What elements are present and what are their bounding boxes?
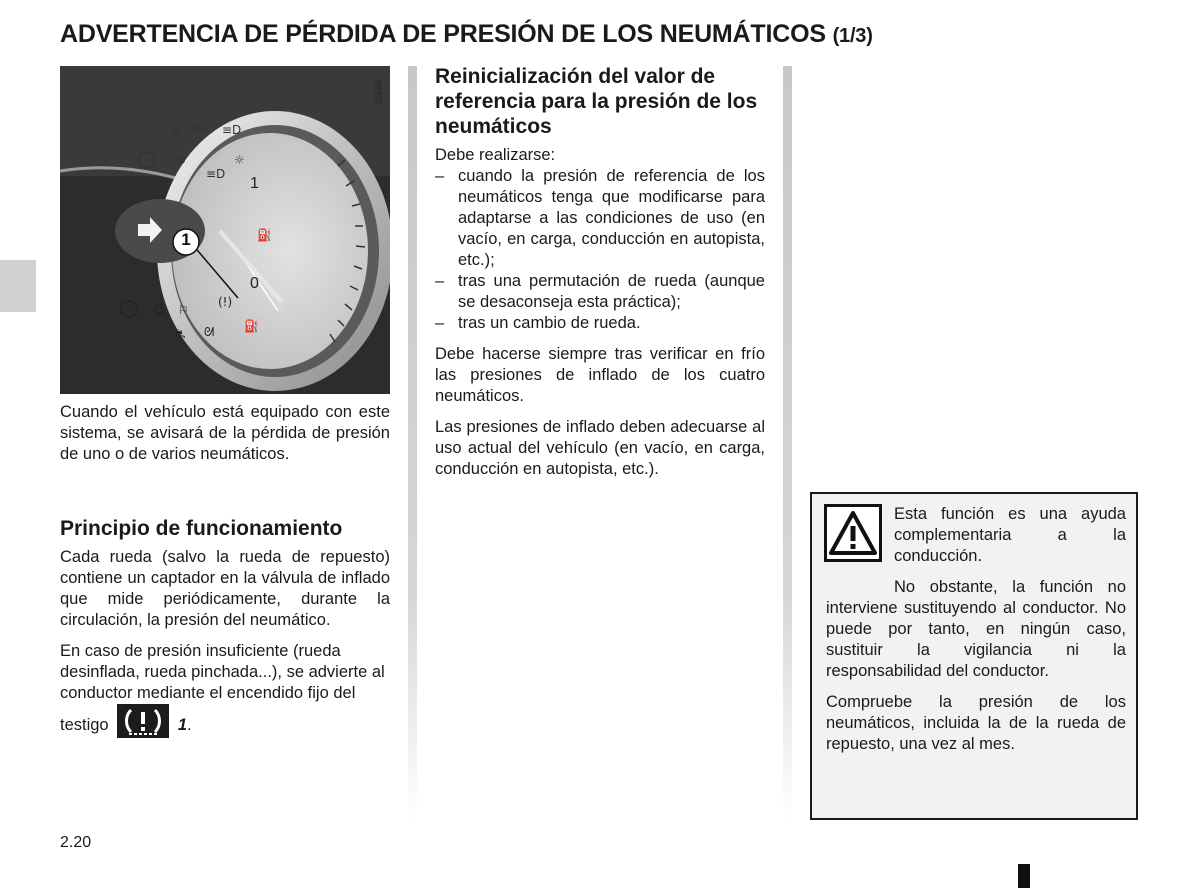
warning-paragraph-1: Esta función es una ayuda complementaria a la conducción. xyxy=(894,505,1126,565)
warning-paragraph-2: No obstante, la función no interviene sustituyendo al conductor. No puede por tanto, en ningún caso, sustituir la vigilancia ni la responsabilidad del conductor. xyxy=(826,578,1126,680)
indicator-reference: 1 xyxy=(177,716,187,734)
instrument-cluster-illustration xyxy=(60,66,390,394)
column-2 xyxy=(435,64,765,490)
reset-conditions-list xyxy=(435,166,765,334)
page-title xyxy=(60,20,1160,49)
cluster-drawing xyxy=(60,66,390,394)
gauge-dial xyxy=(172,133,368,369)
svg-text:≡D: ≡D xyxy=(206,167,226,181)
column-1-section xyxy=(60,516,390,748)
section-heading-principle: Principio de funcionamiento xyxy=(60,517,343,540)
principle-end: . xyxy=(187,716,192,734)
page-number: 2.20 xyxy=(60,834,92,851)
svg-text:≡D: ≡D xyxy=(190,121,210,135)
column-divider-left xyxy=(408,66,417,820)
svg-text:⛐: ⛐ xyxy=(175,327,186,341)
title-part: (1/3) xyxy=(832,25,873,47)
svg-text:⊕: ⊕ xyxy=(176,153,187,167)
warning-text xyxy=(826,504,1126,765)
svg-text:≡D: ≡D xyxy=(222,123,242,137)
figure-reference-code: 35569 xyxy=(374,80,384,106)
chapter-tab xyxy=(0,260,36,312)
reset-paragraph-1: Debe hacerse siempre tras verificar en frío las presiones de inflado de los cuatro neumáticos. xyxy=(435,345,765,405)
svg-text:⚐: ⚐ xyxy=(178,303,189,317)
reset-lead: Debe realizarse: xyxy=(435,146,556,164)
svg-text:⛽: ⛽ xyxy=(244,319,259,333)
svg-text:(!): (!) xyxy=(218,295,233,309)
page-edge-marker xyxy=(1018,864,1030,888)
svg-text:☼: ☼ xyxy=(234,153,245,167)
list-item: – cuando la presión de referencia de los neumáticos tenga que modificarse para adaptarse a las condiciones de uso (en vacío, en carga, conducción en autopista, etc.); xyxy=(435,166,765,271)
warning-box xyxy=(810,492,1138,820)
svg-text:☺: ☺ xyxy=(153,303,166,317)
svg-text:1: 1 xyxy=(250,175,259,192)
tire-pressure-warning-icon xyxy=(117,704,169,738)
warning-paragraph-3: Compruebe la presión de los neumáticos, incluida la de la rueda de repuesto, una vez al mes. xyxy=(826,693,1126,753)
title-text: ADVERTENCIA DE PÉRDIDA DE PRESIÓN DE LOS NEUMÁTICOS xyxy=(60,20,826,48)
principle-paragraph-2 xyxy=(60,641,390,738)
principle-paragraph-1: Cada rueda (salvo la rueda de repuesto) contiene un captador en la válvula de inflado que mide periódicamente, durante la circulación, la presión del neumático. xyxy=(60,548,390,629)
svg-text:⛽: ⛽ xyxy=(257,228,272,242)
list-item: – tras una permutación de rueda (aunque se desaconseja esta práctica); xyxy=(435,271,765,313)
principle-text: En caso de presión insuficiente (rueda desinflada, rueda pinchada...), se advierte al conductor mediante el encendido fijo del testigo xyxy=(60,642,385,734)
svg-text:⚙: ⚙ xyxy=(170,123,181,137)
svg-text:ᘛ: ᘛ xyxy=(204,325,215,339)
svg-text:0: 0 xyxy=(250,275,259,292)
column-divider-right xyxy=(783,66,792,820)
intro-paragraph: Cuando el vehículo está equipado con este sistema, se avisará de la pérdida de presión de uno o de varios neumáticos. xyxy=(60,403,390,463)
column-1 xyxy=(60,402,390,475)
section-heading-reset: Reinicialización del valor de referencia para la presión de los neumáticos xyxy=(435,65,758,138)
callout-number: 1 xyxy=(181,230,191,249)
reset-paragraph-2: Las presiones de inflado deben adecuarse al uso actual del vehículo (en vacío, en carga, conducción en autopista, etc.). xyxy=(435,418,765,478)
list-item: – tras un cambio de rueda. xyxy=(435,313,765,334)
